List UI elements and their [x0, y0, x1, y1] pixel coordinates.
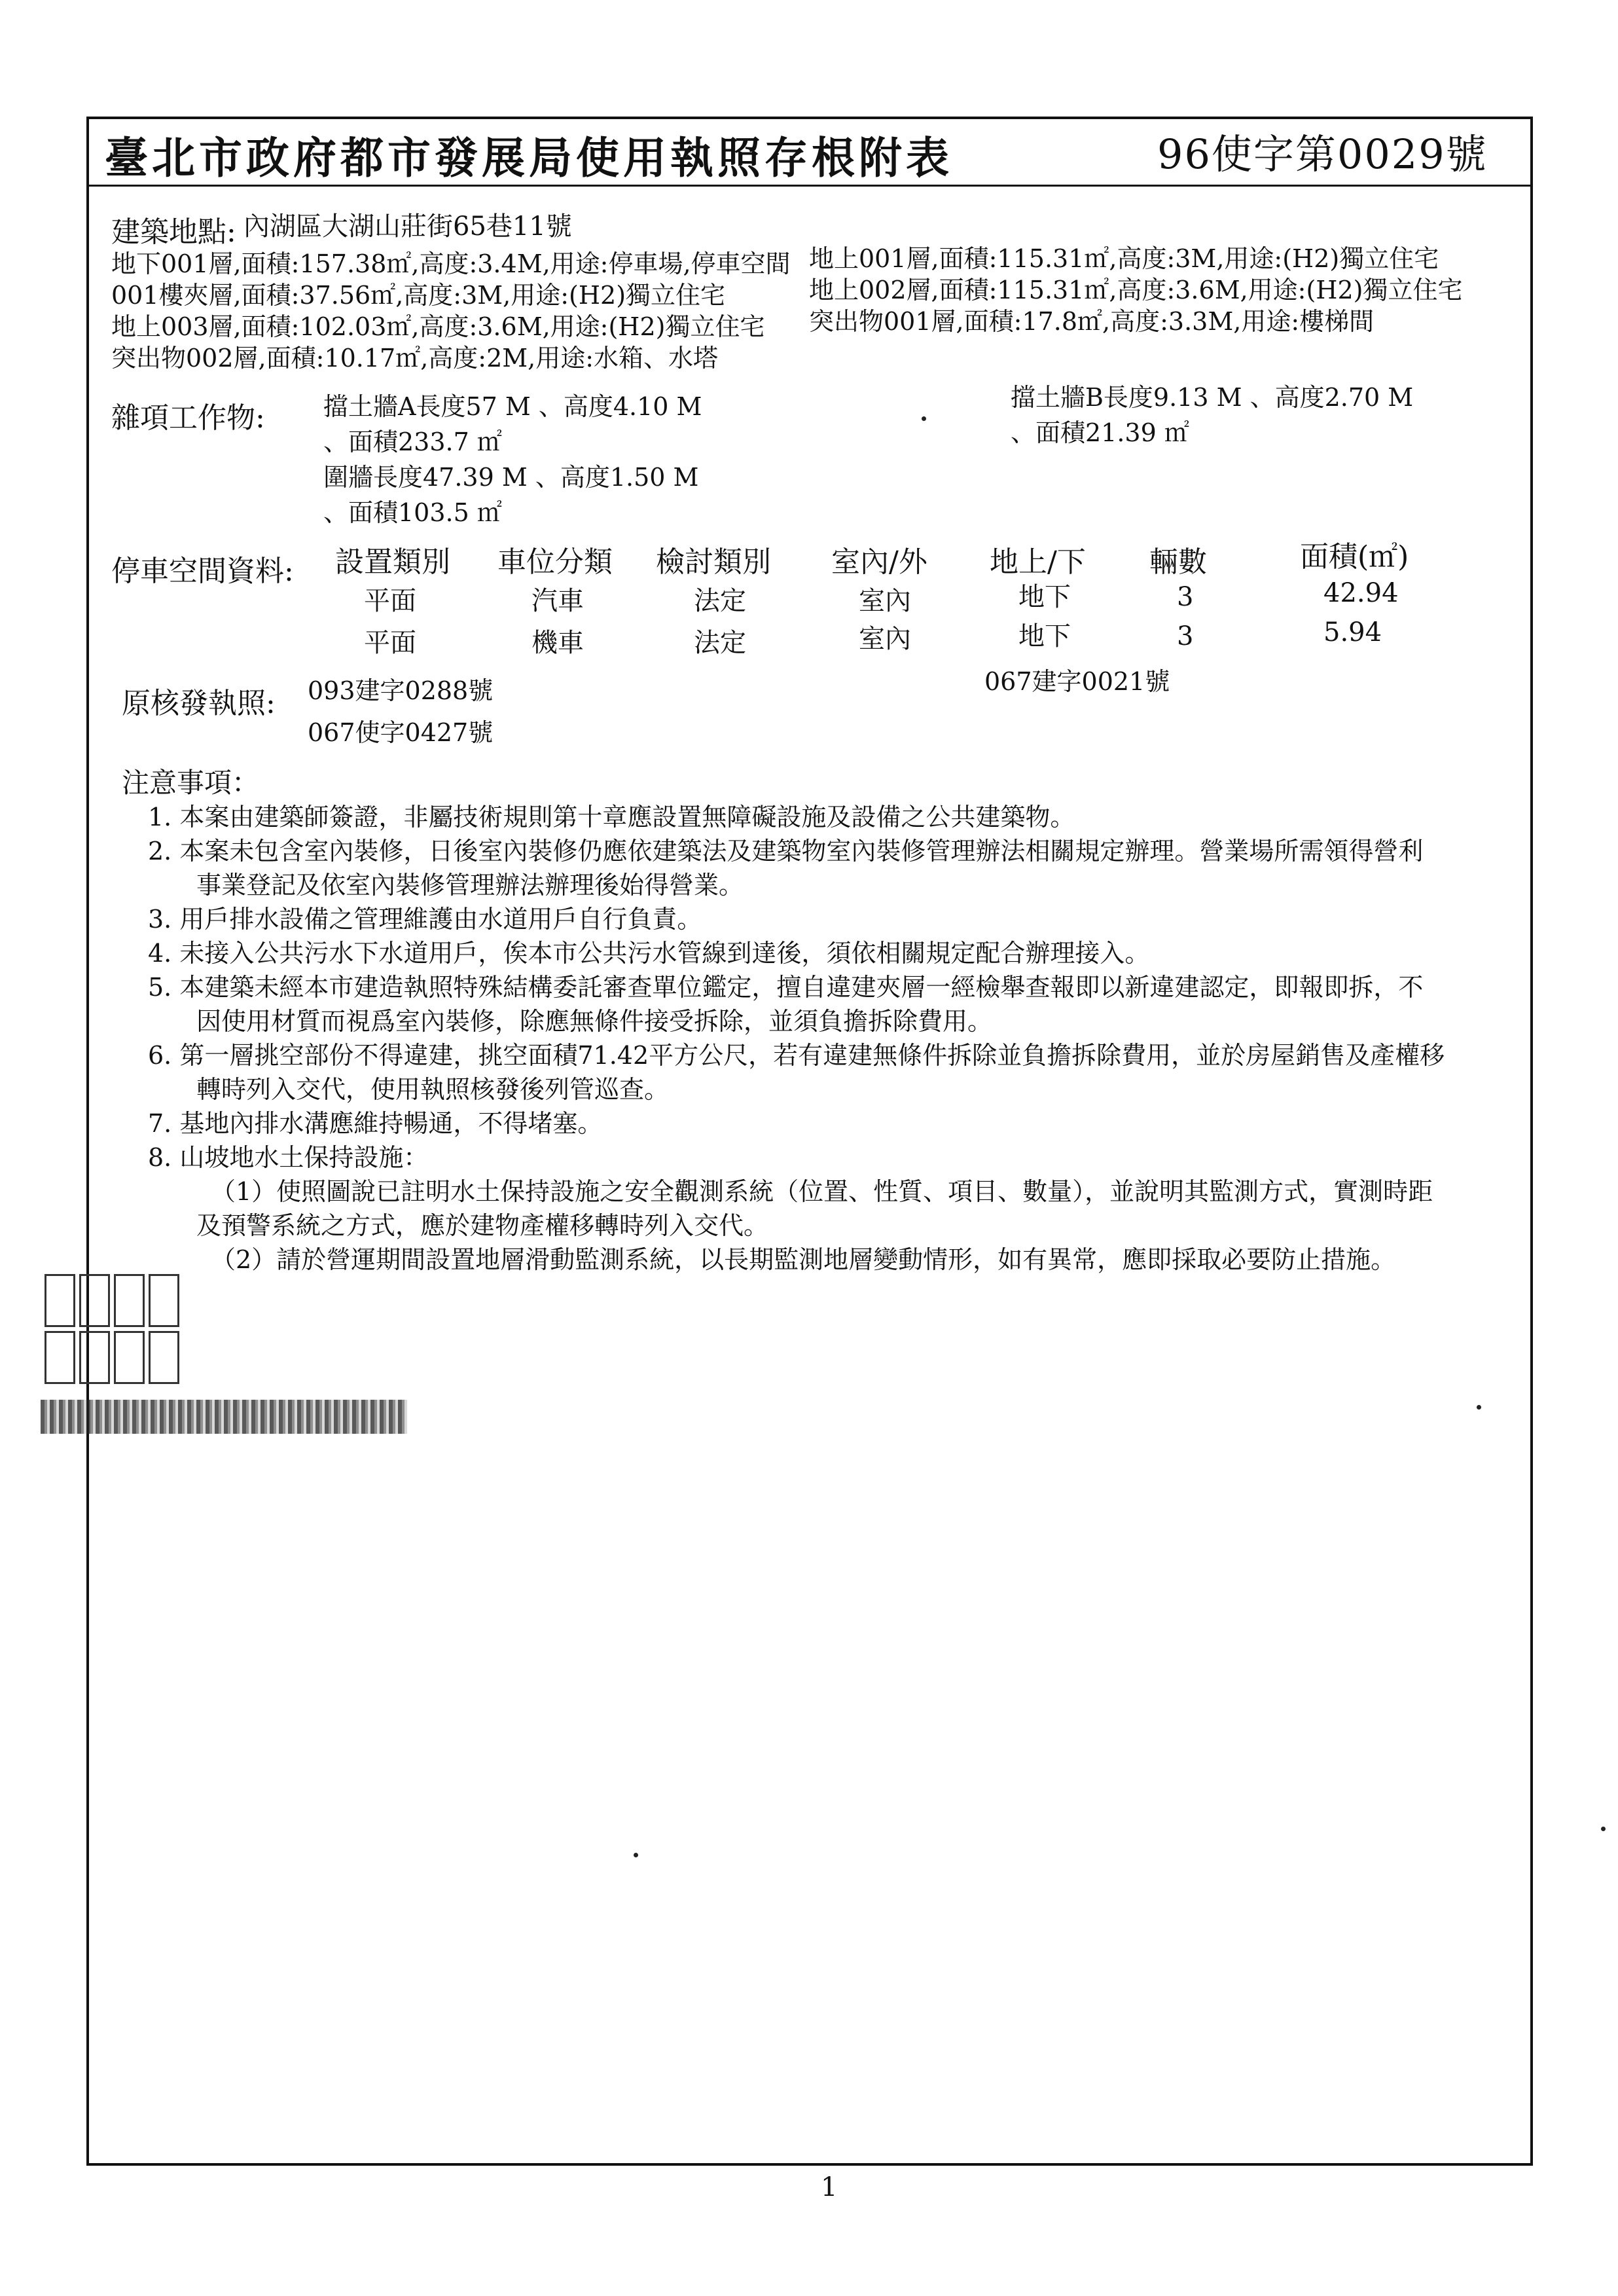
seal-stamp-cell [45, 1331, 75, 1384]
misc-work-line: 擋土牆A長度57 M 、高度4.10 M [323, 392, 702, 421]
misc-work-line: 、面積21.39 ㎡ [1011, 418, 1189, 447]
floor-right-2: 地上002層,面積:115.31㎡,高度:3.6M,用途:(H2)獨立住宅 [809, 276, 1463, 304]
note-item: 4. 未接入公共污水下水道用戶，俟本市公共污水管線到達後，須依相關規定配合辦理接入。 [148, 939, 1150, 968]
note-item: 事業登記及依室內裝修管理辦法辦理後始得營業。 [196, 871, 744, 900]
note-item: 5. 本建築未經本市建造執照特殊結構委託審查單位鑑定，擅自違建夾層一經檢舉查報即以新違建認定，即報即拆，不 [148, 973, 1424, 1002]
site-label: 建築地點: [111, 215, 236, 249]
note-item: 2. 本案未包含室內裝修，日後室內裝修仍應依建築法及建築物室內裝修管理辦法相關規定辦理。營業場所需領得營利 [148, 837, 1424, 866]
floor-right-1: 地上001層,面積:115.31㎡,高度:3M,用途:(H2)獨立住宅 [809, 244, 1439, 273]
permit-number: 96使字第0029號 [1157, 130, 1488, 178]
parking-cell: 地下 [1018, 621, 1071, 651]
misc-work-line: 、面積103.5 ㎡ [323, 498, 502, 527]
original-permit: 067建字0021號 [984, 667, 1170, 696]
floor-right-3: 突出物001層,面積:17.8㎡,高度:3.3M,用途:樓梯間 [809, 307, 1375, 336]
parking-cell: 汽車 [531, 586, 584, 616]
parking-header-area: 面積(㎡) [1300, 540, 1409, 574]
notes-section [122, 766, 1516, 1277]
original-permit: 067使字0427號 [308, 718, 494, 747]
parking-header-type: 設置類別 [335, 545, 450, 579]
scan-speck [922, 416, 926, 421]
parking-header-category: 車位分類 [497, 545, 613, 579]
note-item: （2）請於營運期間設置地層滑動監測系統，以長期監測地層變動情形，如有異常，應即採取必要防止措施。 [211, 1245, 1396, 1274]
original-permit: 093建字0288號 [308, 676, 494, 705]
scan-speck [1477, 1405, 1481, 1410]
note-item: 1. 本案由建築師簽證，非屬技術規則第十章應設置無障礙設施及設備之公共建築物。 [148, 803, 1075, 831]
note-item: 3. 用戶排水設備之管理維護由水道用戶自行負責。 [148, 905, 702, 934]
note-item: 轉時列入交代，使用執照核發後列管巡查。 [196, 1075, 670, 1104]
original-permits-label: 原核發執照: [122, 687, 276, 720]
parking-cell: 3 [1177, 582, 1194, 612]
seal-stamp-cell [45, 1274, 75, 1327]
parking-cell: 平面 [364, 628, 416, 658]
seal-stamp-cell [149, 1331, 179, 1384]
parking-cell: 地下 [1018, 582, 1071, 612]
parking-cell: 法定 [694, 628, 746, 658]
parking-cell: 3 [1177, 621, 1194, 651]
floor-left-4: 突出物002層,面積:10.17㎡,高度:2M,用途:水箱、水塔 [111, 344, 719, 373]
parking-cell: 42.94 [1323, 578, 1399, 608]
scan-speck [634, 1853, 638, 1857]
note-item: 6. 第一層挑空部份不得違建，挑空面積71.42平方公尺，若有違建無條件拆除並負擔拆除費用，並於房屋銷售及產權移 [148, 1041, 1445, 1070]
seal-stamp-cell [149, 1274, 179, 1327]
misc-work-line: 、面積233.7 ㎡ [323, 428, 502, 456]
parking-cell: 室內 [859, 586, 911, 616]
note-item: 7. 基地內排水溝應維持暢通，不得堵塞。 [148, 1109, 603, 1138]
site-address: 內湖區大湖山莊街65巷11號 [243, 211, 572, 242]
note-item: （1）使照圖說已註明水土保持設施之安全觀測系統（位置、性質、項目、數量），並說明其監測方式，實測時距 [211, 1177, 1433, 1206]
misc-work-line: 擋土牆B長度9.13 M 、高度2.70 M [1011, 383, 1414, 412]
floor-left-3: 地上003層,面積:102.03㎡,高度:3.6M,用途:(H2)獨立住宅 [111, 312, 765, 341]
parking-cell: 室內 [859, 624, 911, 654]
seal-stamp-cell [79, 1331, 110, 1384]
parking-header-level: 地上/下 [990, 545, 1086, 579]
parking-header-review: 檢討類別 [656, 545, 771, 579]
seal-stamp-cell [114, 1331, 145, 1384]
seal-stamp [41, 1270, 183, 1388]
parking-label: 停車空間資料: [111, 555, 294, 588]
misc-work-line: 圍牆長度47.39 M 、高度1.50 M [323, 463, 699, 492]
parking-cell: 5.94 [1323, 617, 1382, 647]
note-item: 因使用材質而視爲室內裝修，除應無條件接受拆除，並須負擔拆除費用。 [196, 1007, 993, 1036]
misc-works-label: 雜項工作物: [111, 401, 265, 435]
floor-left-1: 地下001層,面積:157.38㎡,高度:3.4M,用途:停車場,停車空間 [111, 249, 791, 278]
seal-stamp-cell [79, 1274, 110, 1327]
parking-cell: 平面 [364, 586, 416, 616]
seal-stamp-cell [114, 1274, 145, 1327]
parking-header-count: 輛數 [1149, 545, 1207, 579]
parking-header-indoor: 室內/外 [831, 545, 927, 579]
parking-cell: 機車 [531, 628, 584, 658]
signature-smudge [41, 1400, 407, 1434]
note-item: 8. 山坡地水土保持設施： [148, 1143, 429, 1172]
scan-speck [1601, 1827, 1606, 1831]
document-title: 臺北市政府都市發展局使用執照存根附表 [105, 132, 953, 183]
parking-cell: 法定 [694, 586, 746, 616]
note-item: 及預警系統之方式，應於建物產權移轉時列入交代。 [196, 1211, 769, 1240]
floor-left-2: 001樓夾層,面積:37.56㎡,高度:3M,用途:(H2)獨立住宅 [111, 281, 726, 310]
notes-heading: 注意事項： [122, 767, 260, 799]
page-number: 1 [821, 2172, 838, 2202]
